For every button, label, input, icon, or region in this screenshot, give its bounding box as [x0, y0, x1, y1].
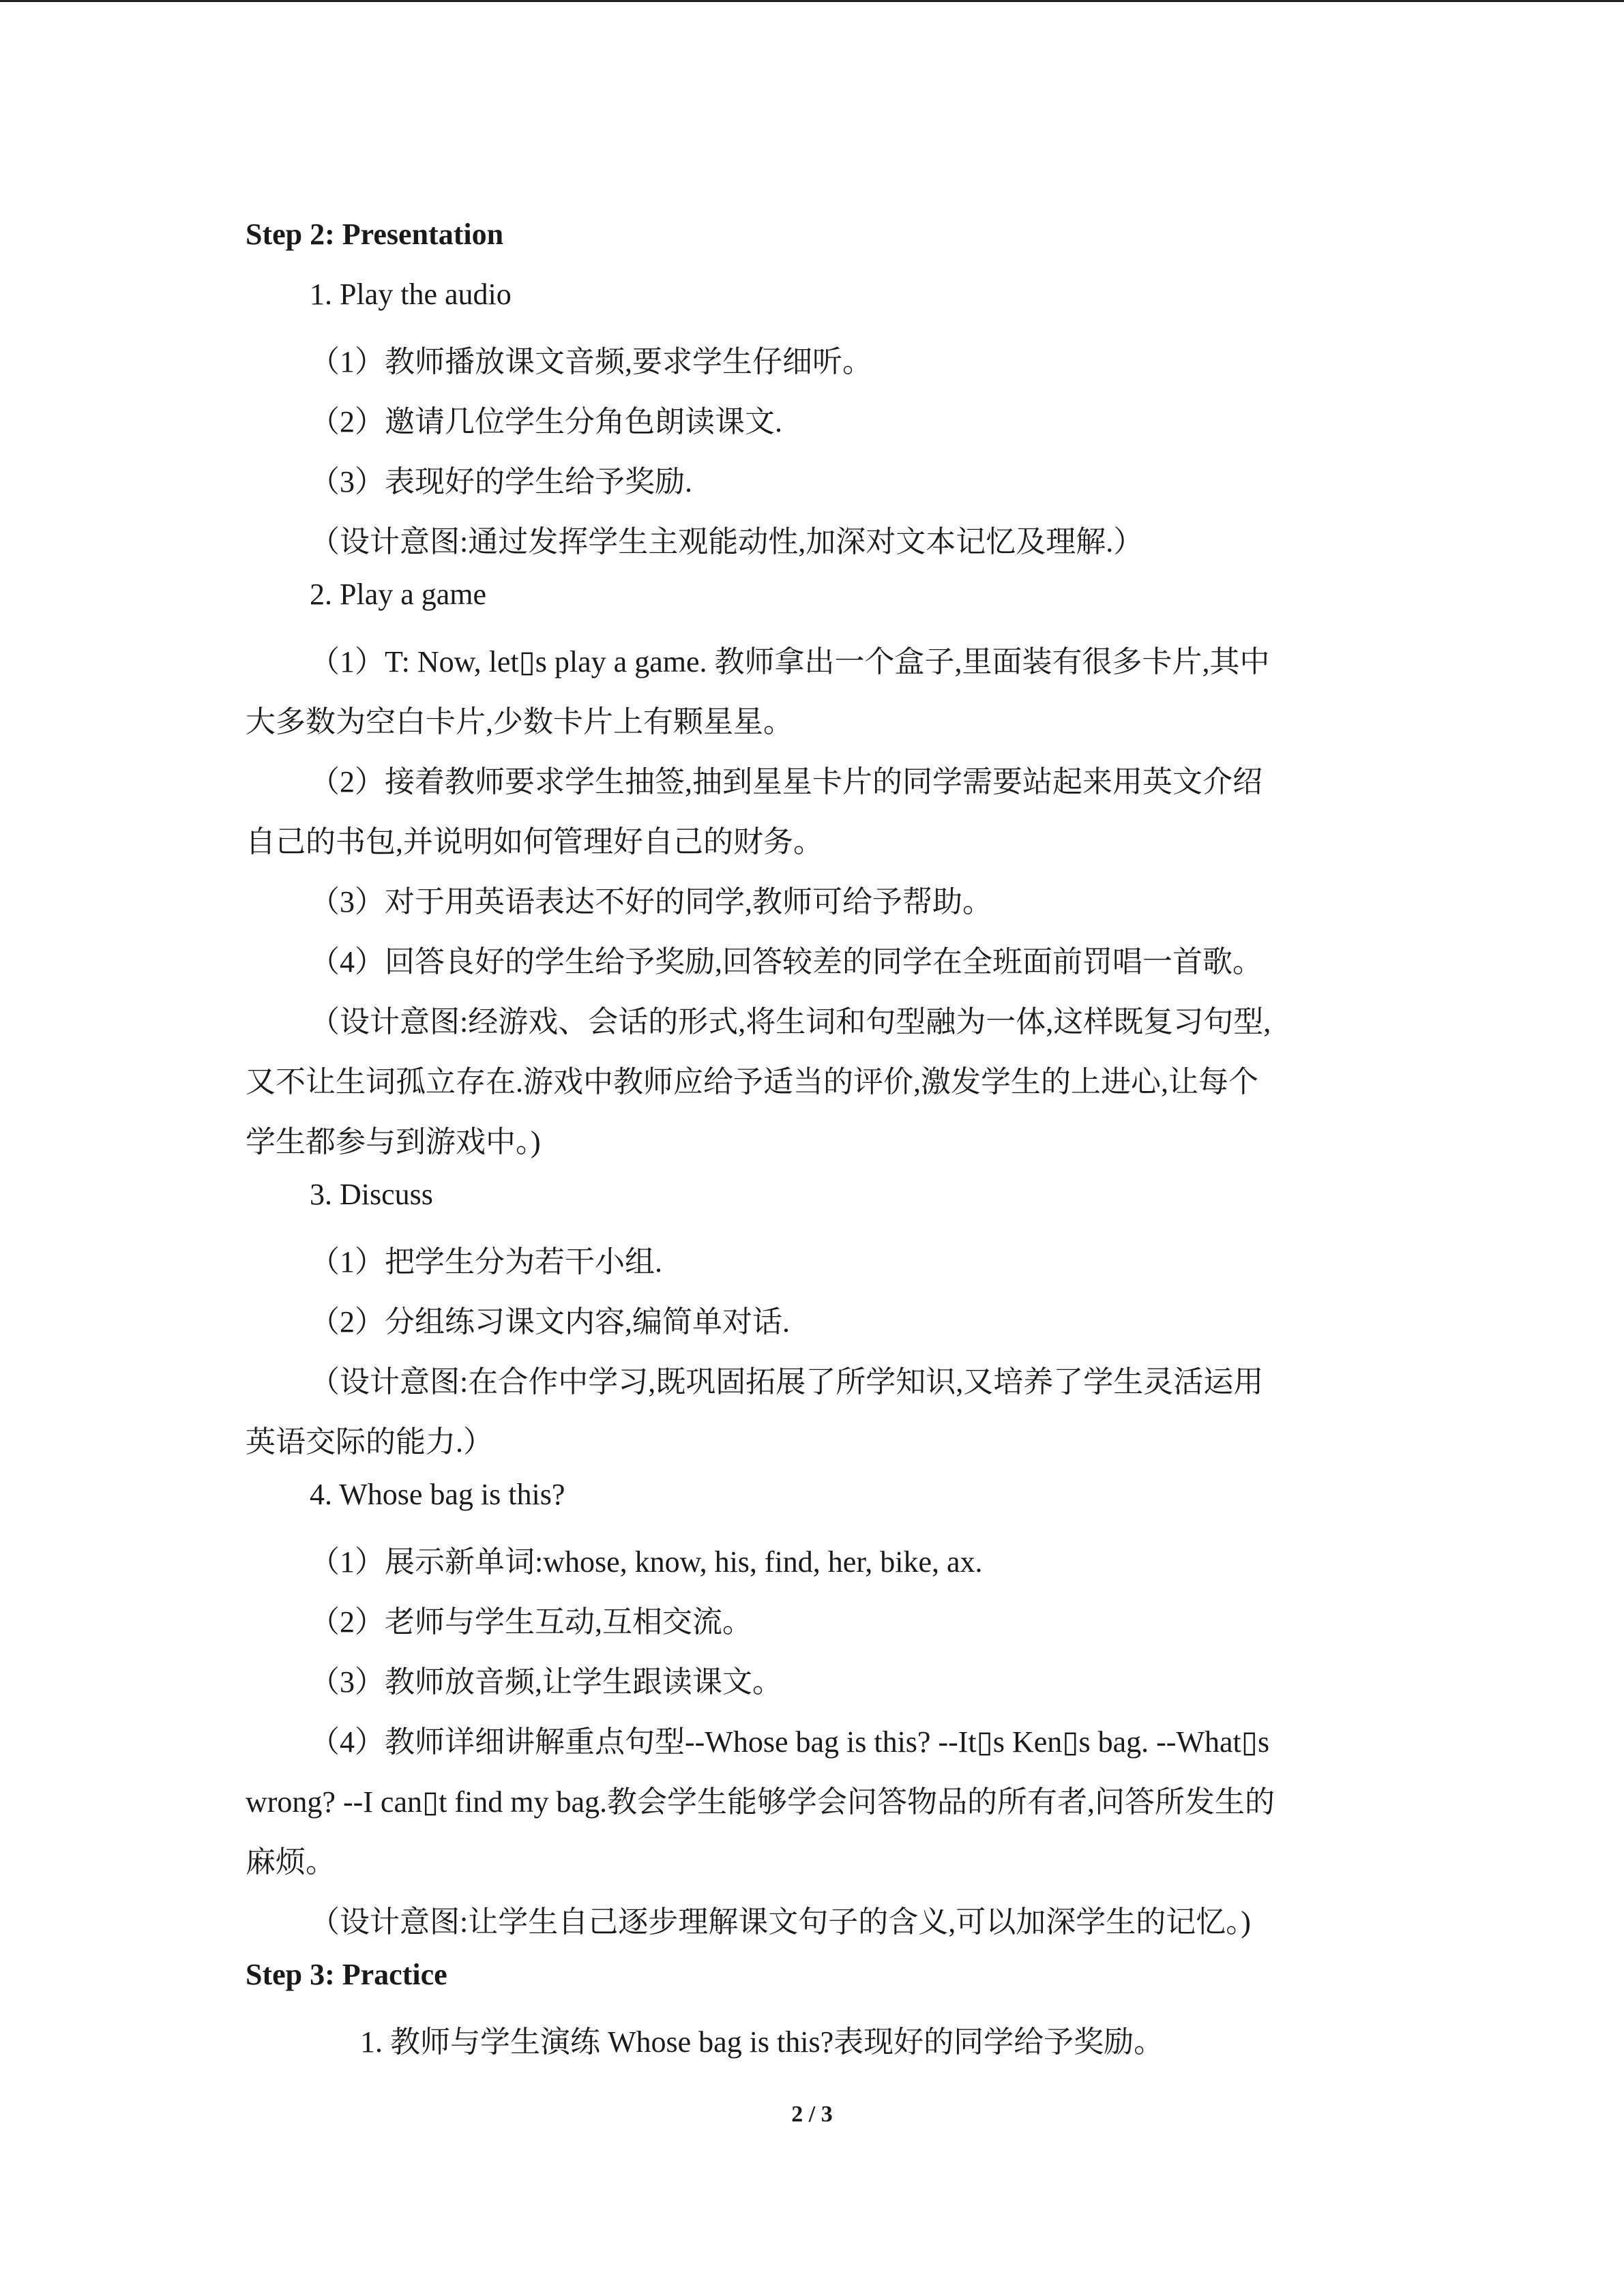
text-line: （4）教师详细讲解重点句型--Whose bag is this? --It▯s Ken▯s bag. --What▯s: [310, 1725, 1270, 1759]
text-line: wrong? --I can▯t find my bag.教会学生能够学会问答物品的所有者,问答所发生的: [246, 1785, 1275, 1819]
page-number: 2 / 3: [791, 2102, 833, 2127]
text-line: 1. Play the audio: [310, 278, 512, 311]
text-line: （2）邀请几位学生分角色朗读课文.: [310, 405, 782, 438]
text-line: （1）教师播放课文音频,要求学生仔细听。: [310, 345, 872, 378]
text-line: （2）接着教师要求学生抽签,抽到星星卡片的同学需要站起来用英文介绍: [310, 765, 1263, 799]
text-line: 学生都参与到游戏中。): [246, 1125, 541, 1159]
text-line: （2）老师与学生互动,互相交流。: [310, 1605, 752, 1639]
text-line: （设计意图:让学生自己逐步理解课文句子的含义,可以加深学生的记忆。): [310, 1905, 1251, 1939]
section-heading: Step 3: Practice: [246, 1958, 447, 1991]
text-line: 麻烦。: [246, 1845, 336, 1879]
text-line: （1）把学生分为若干小组.: [310, 1245, 662, 1279]
text-line: 2. Play a game: [310, 578, 487, 611]
text-line: （2）分组练习课文内容,编简单对话.: [310, 1305, 790, 1339]
text-line: 又不让生词孤立存在.游戏中教师应给予适当的评价,激发学生的上进心,让每个: [246, 1065, 1258, 1099]
text-line: （1）展示新单词:whose, know, his, find, her, bike, ax.: [310, 1545, 983, 1579]
text-line: （3）表现好的学生给予奖励.: [310, 465, 692, 498]
text-line: （3）对于用英语表达不好的同学,教师可给予帮助。: [310, 885, 992, 919]
text-line: 4. Whose bag is this?: [310, 1478, 565, 1511]
section-heading: Step 2: Presentation: [246, 218, 504, 251]
text-line: 自己的书包,并说明如何管理好自己的财务。: [246, 825, 823, 859]
text-line: （1）T: Now, let▯s play a game. 教师拿出一个盒子,里面装有很多卡片,其中: [310, 645, 1270, 679]
text-line: （设计意图:在合作中学习,既巩固拓展了所学知识,又培养了学生灵活运用: [310, 1365, 1264, 1399]
text-line: （3）教师放音频,让学生跟读课文。: [310, 1665, 782, 1699]
text-line: 3. Discuss: [310, 1178, 433, 1211]
text-line: （4）回答良好的学生给予奖励,回答较差的同学在全班面前罚唱一首歌。: [310, 945, 1263, 979]
text-line: 1. 教师与学生演练 Whose bag is this?表现好的同学给予奖励。: [360, 2025, 1164, 2059]
text-line: 大多数为空白卡片,少数卡片上有颗星星。: [246, 705, 793, 739]
text-line: （设计意图:通过发挥学生主观能动性,加深对文本记忆及理解.）: [310, 525, 1144, 558]
top-rule: [0, 0, 1624, 2]
text-line: （设计意图:经游戏、会话的形式,将生词和句型融为一体,这样既复习句型,: [310, 1005, 1271, 1039]
text-line: 英语交际的能力.）: [246, 1425, 493, 1459]
